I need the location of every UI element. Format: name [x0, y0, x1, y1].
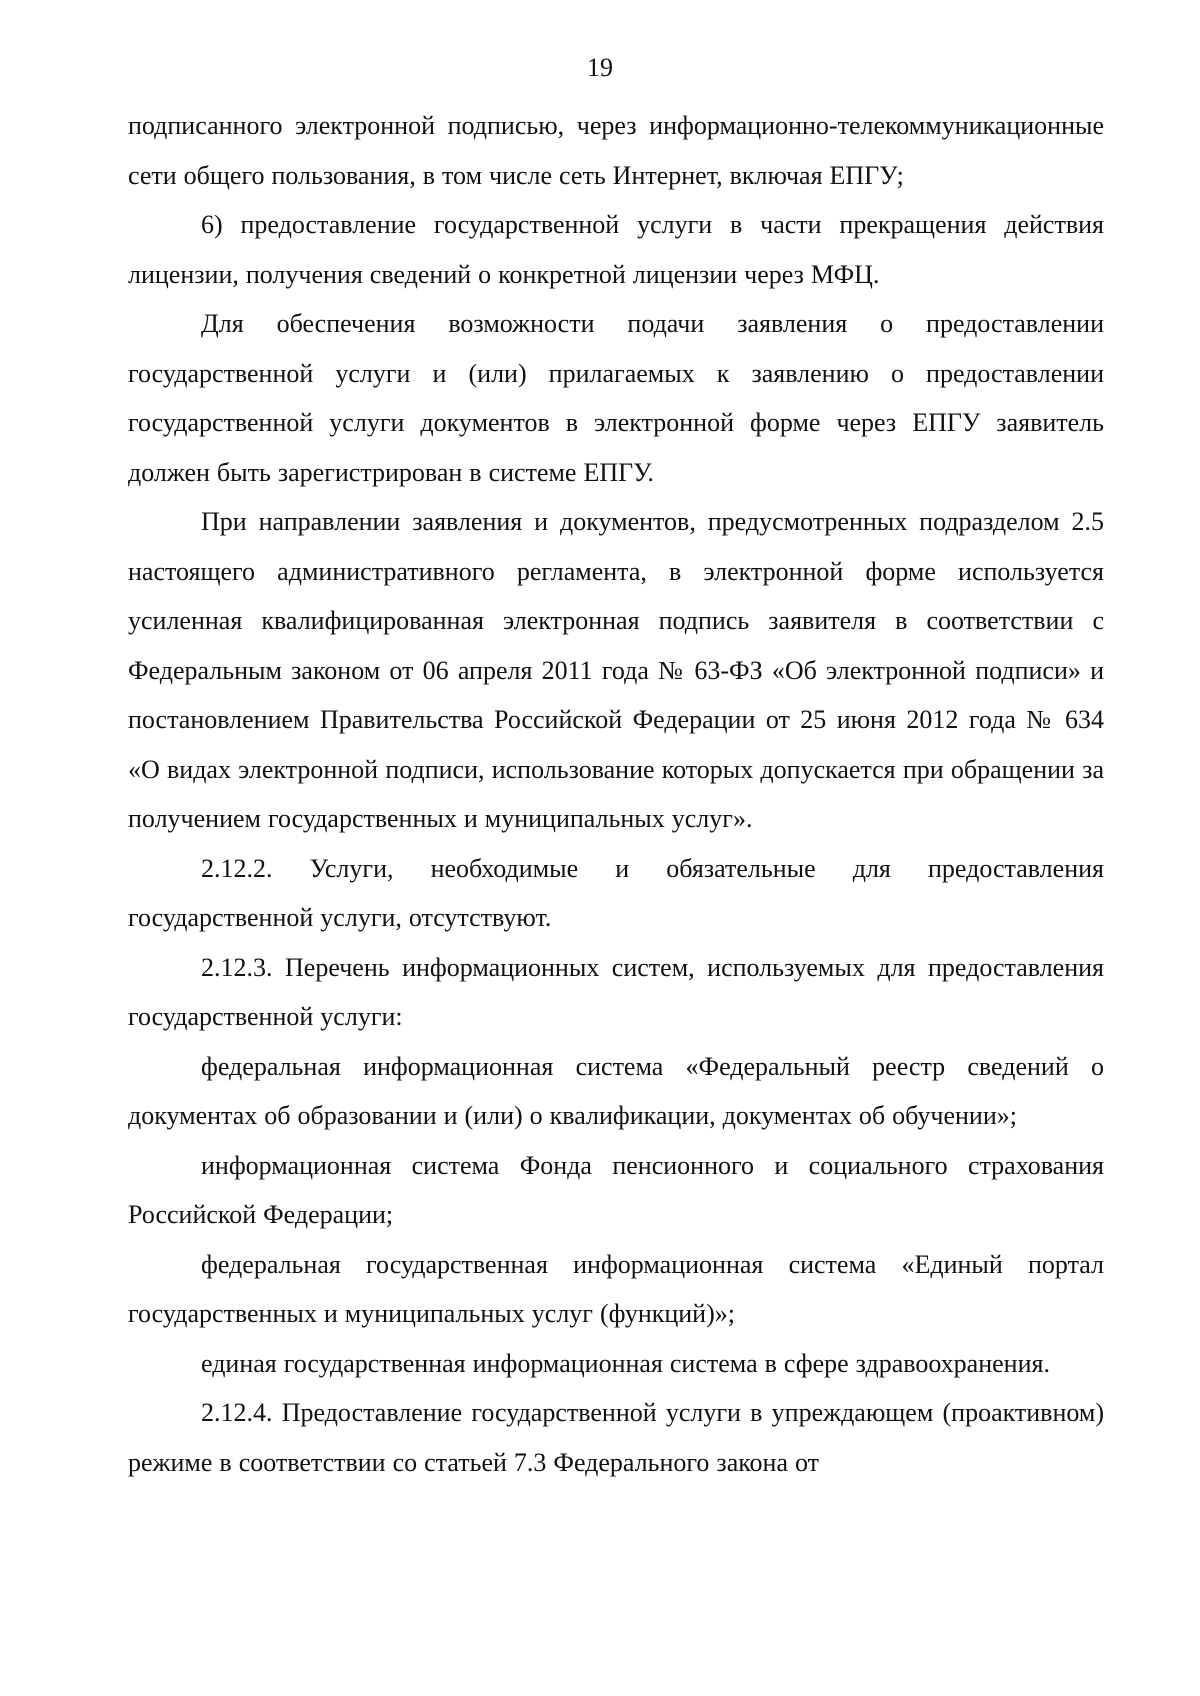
paragraph-2-12-3: 2.12.3. Перечень информационных систем, используемых для предоставления государственной услуги: [128, 952, 1104, 1031]
paragraph-continuation: подписанного электронной подписью, через информационно-телекоммуникационные сети общего пользования, в том числе сеть Интернет, включая ЕПГУ; [128, 111, 1104, 190]
paragraph-epgu-registration: Для обеспечения возможности подачи заявления о предоставлении государственной услуги и (или) прилагаемых к заявлению о предоставлении государственной услуги документов в электронной форме через ЕПГУ заявитель должен быть зарегистрирован в системе ЕПГУ. [128, 309, 1104, 487]
list-item-sfr: информационная система Фонда пенсионного и социального страхования Российской Федерации; [128, 1150, 1104, 1229]
paragraph-item-6: 6) предоставление государственной услуги в части прекращения действия лицензии, получения сведений о конкретной лицензии через МФЦ. [128, 210, 1104, 289]
page-number: 19 [587, 53, 613, 82]
list-item-epgu: федеральная государственная информационная система «Единый портал государственных и муниципальных услуг (функций)»; [128, 1249, 1104, 1328]
paragraph-2-12-4: 2.12.4. Предоставление государственной услуги в упреждающем (проактивном) режиме в соответствии со статьей 7.3 Федерального закона от [128, 1398, 1104, 1477]
paragraph-electronic-signature: При направлении заявления и документов, предусмотренных подразделом 2.5 настоящего административного регламента, в электронной форме используется усиленная квалифицированная электронная подпись заявителя в соответствии с Федеральным законом от 06 апреля 2011 года № 63-ФЗ «Об электронной подписи» и постановлением Правительства Российской Федерации от 25 июня 2012 года № 634 «О видах электронной подписи, использование которых допускается при обращении за получением государственных и муниципальных услуг». [128, 507, 1104, 833]
paragraph-2-12-2: 2.12.2. Услуги, необходимые и обязательные для предоставления государственной услуги, отсутствуют. [128, 853, 1104, 932]
document-body [128, 101, 1104, 1487]
list-item-frdo: федеральная информационная система «Федеральный реестр сведений о документах об образовании и (или) о квалификации, документах об обучении»; [128, 1051, 1104, 1130]
list-item-egisz: единая государственная информационная система в сфере здравоохранения. [201, 1348, 1050, 1378]
